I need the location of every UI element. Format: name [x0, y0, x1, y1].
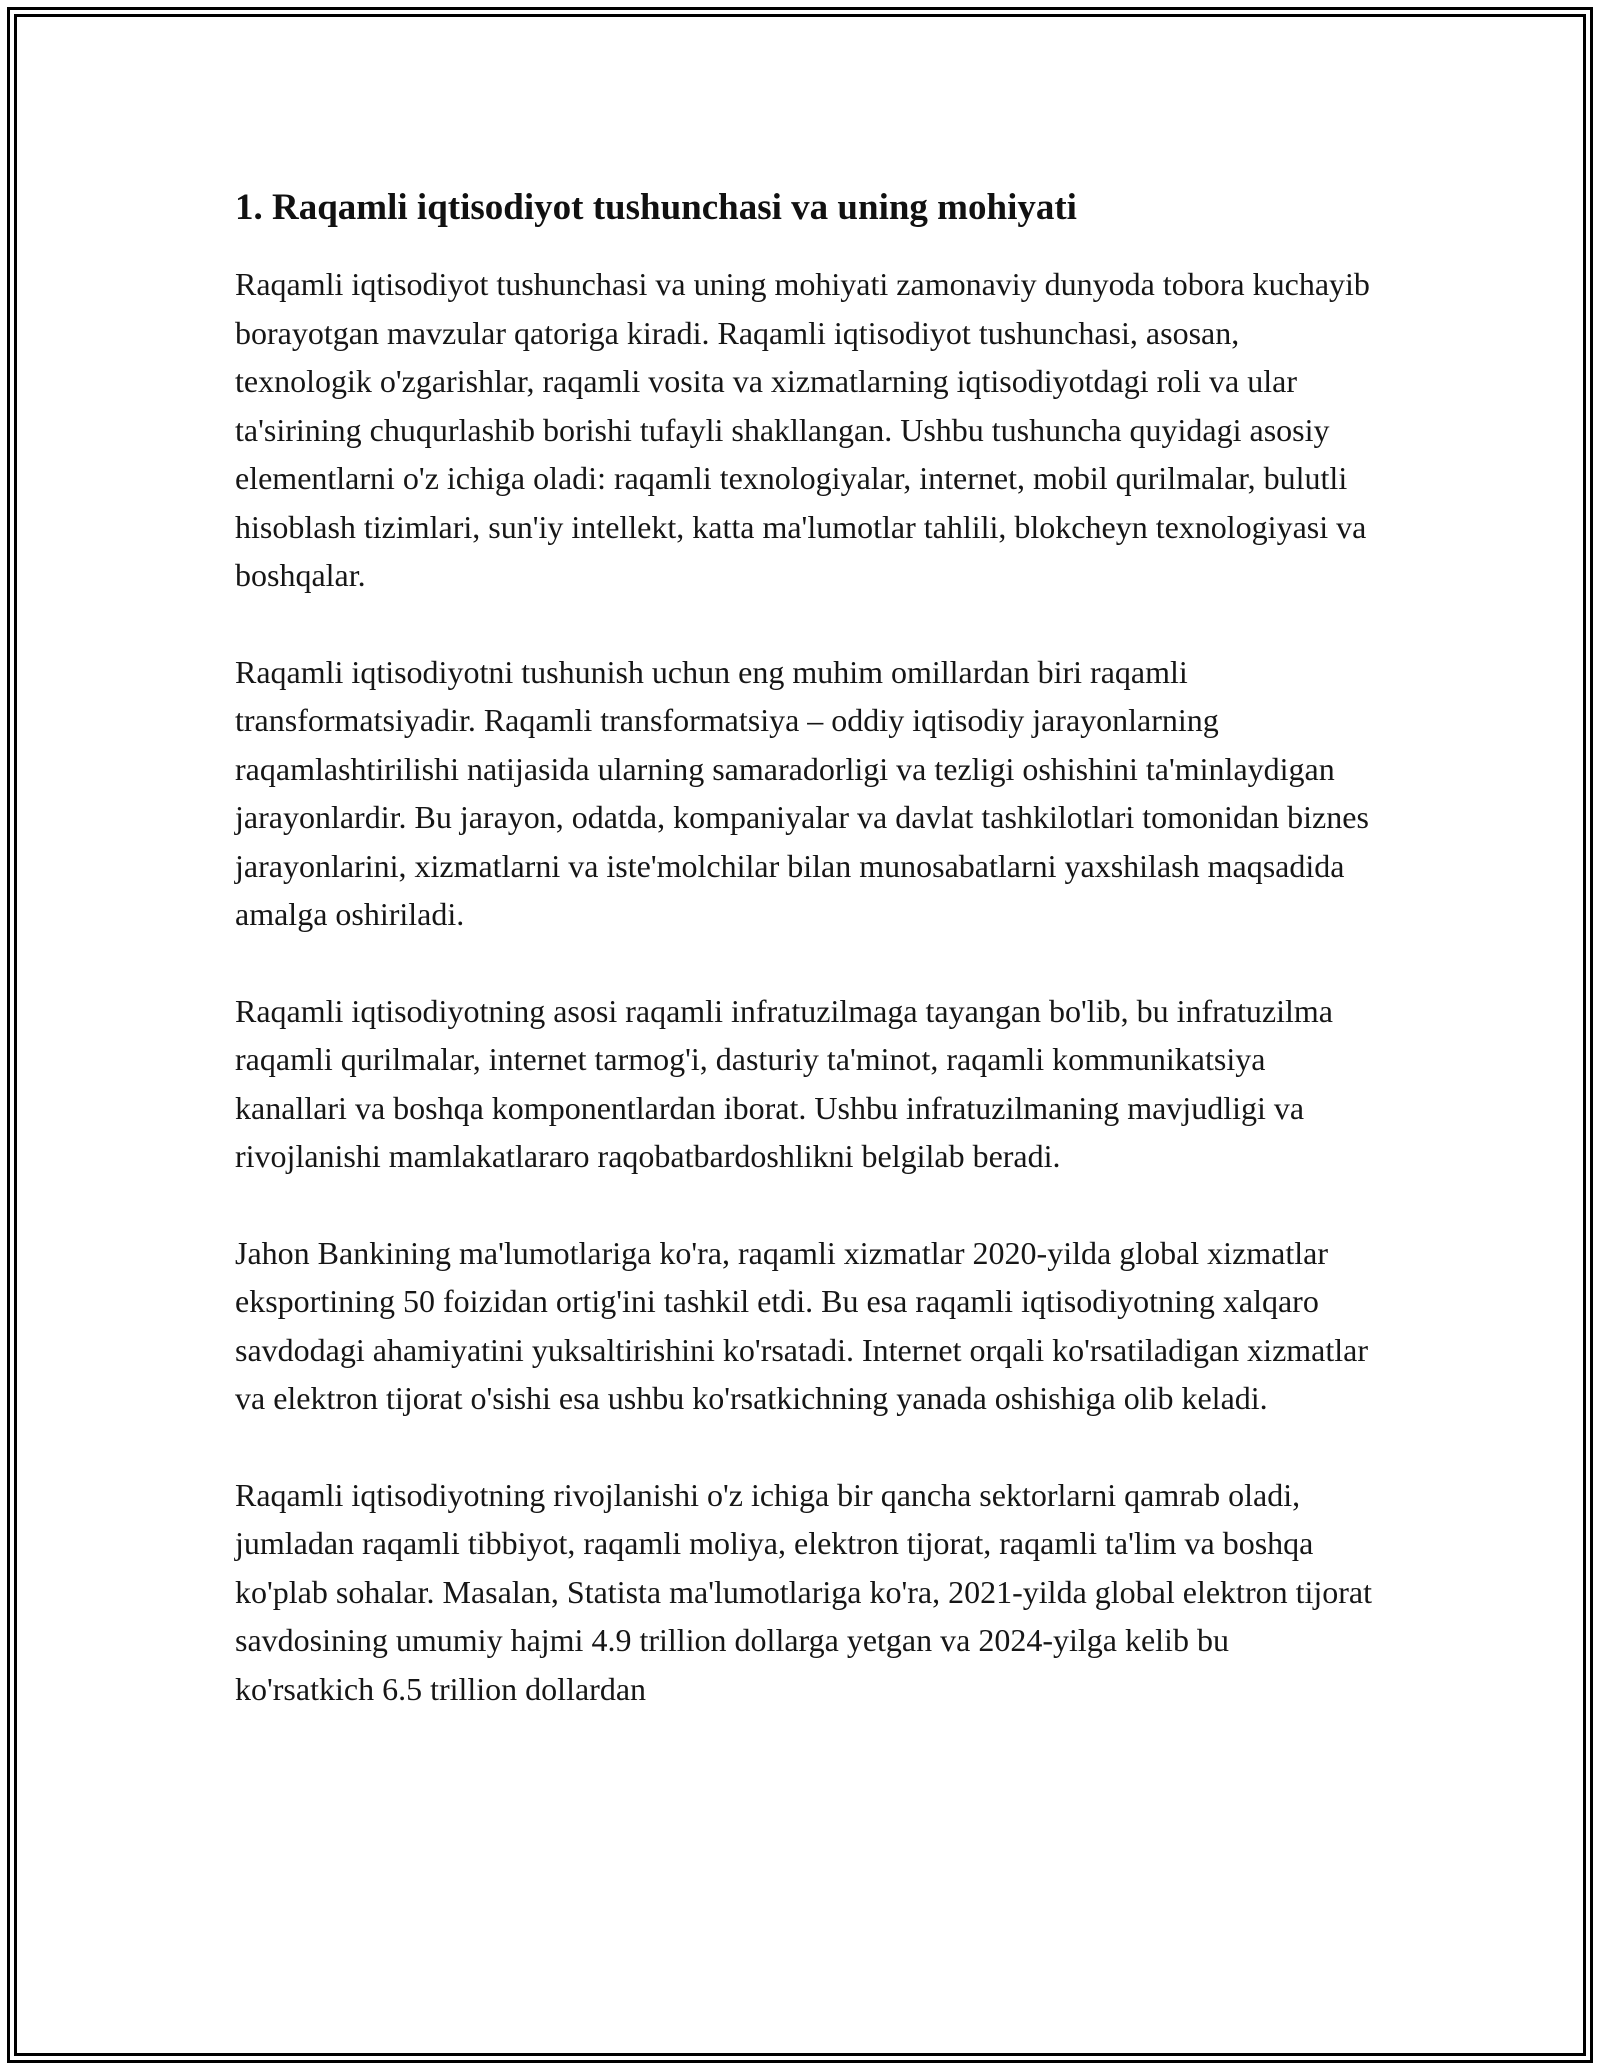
paragraph-digital-infrastructure: Raqamli iqtisodiyotning asosi raqamli infratuzilmaga tayangan bo'lib, bu infratuzilma raqamli qurilmalar, internet tarmog'i, dasturiy ta'minot, raqamli kommunikatsiya kanallari va boshqa komponentlardan iborat. Ushbu infratuzilmaning mavjudligi va rivojlanishi mamlakatlararo raqobatbardoshlikni belgilab beradi.: [235, 992, 1333, 1174]
section-heading: 1. Raqamli iqtisodiyot tushunchasi va uning mohiyati: [235, 187, 1077, 228]
paragraph-world-bank-data: Jahon Bankining ma'lumotlariga ko'ra, raqamli xizmatlar 2020-yilda global xizmatlar eksportining 50 foizidan ortig'ini tashkil etdi. Bu esa raqamli iqtisodiyotning xalqaro savdodagi ahamiyatini yuksaltirishini ko'rsatadi. Internet orqali ko'rsatiladigan xizmatlar va elektron tijorat o'sishi esa ushbu ko'rsatkichning yanada oshishiga olib keladi.: [235, 1234, 1368, 1416]
paragraph-digital-economy-concept: Raqamli iqtisodiyot tushunchasi va uning mohiyati zamonaviy dunyoda tobora kuchayib borayotgan mavzular qatoriga kiradi. Raqamli iqtisodiyot tushunchasi, asosan, texnologik o'zgarishlar, raqamli vosita va xizmatlarning iqtisodiyotdagi roli va ular ta'sirining chuqurlashib borishi tufayli shakllangan. Ushbu tushuncha quyidagi asosiy elementlarni o'z ichiga oladi: raqamli texnologiyalar, internet, mobil qurilmalar, bulutli hisoblash tizimlari, sun'iy intellekt, katta ma'lumotlar tahlili, blokcheyn texnologiyasi va boshqalar.: [235, 266, 1370, 593]
paragraph-digital-transformation: Raqamli iqtisodiyotni tushunish uchun eng muhim omillardan biri raqamli transformatsiyadir. Raqamli transformatsiya – oddiy iqtisodiy jarayonlarning raqamlashtirilishi natijasida ularning samaradorligi va tezligi oshishini ta'minlaydigan jarayonlardir. Bu jarayon, odatda, kompaniyalar va davlat tashkilotlari tomonidan biznes jarayonlarini, xizmatlarni va iste'molchilar bilan munosabatlarni yaxshilash maqsadida amalga oshiriladi.: [235, 653, 1369, 932]
paragraph-sectors-statista: Raqamli iqtisodiyotning rivojlanishi o'z ichiga bir qancha sektorlarni qamrab oladi, jumladan raqamli tibbiyot, raqamli moliya, elektron tijorat, raqamli ta'lim va boshqa ko'plab sohalar. Masalan, Statista ma'lumotlariga ko'ra, 2021-yilda global elektron tijorat savdosining umumiy hajmi 4.9 trillion dollarga yetgan va 2024-yilga kelib bu ko'rsatkich 6.5 trillion dollardan: [235, 1476, 1373, 1707]
document-body: [235, 186, 1375, 1761]
